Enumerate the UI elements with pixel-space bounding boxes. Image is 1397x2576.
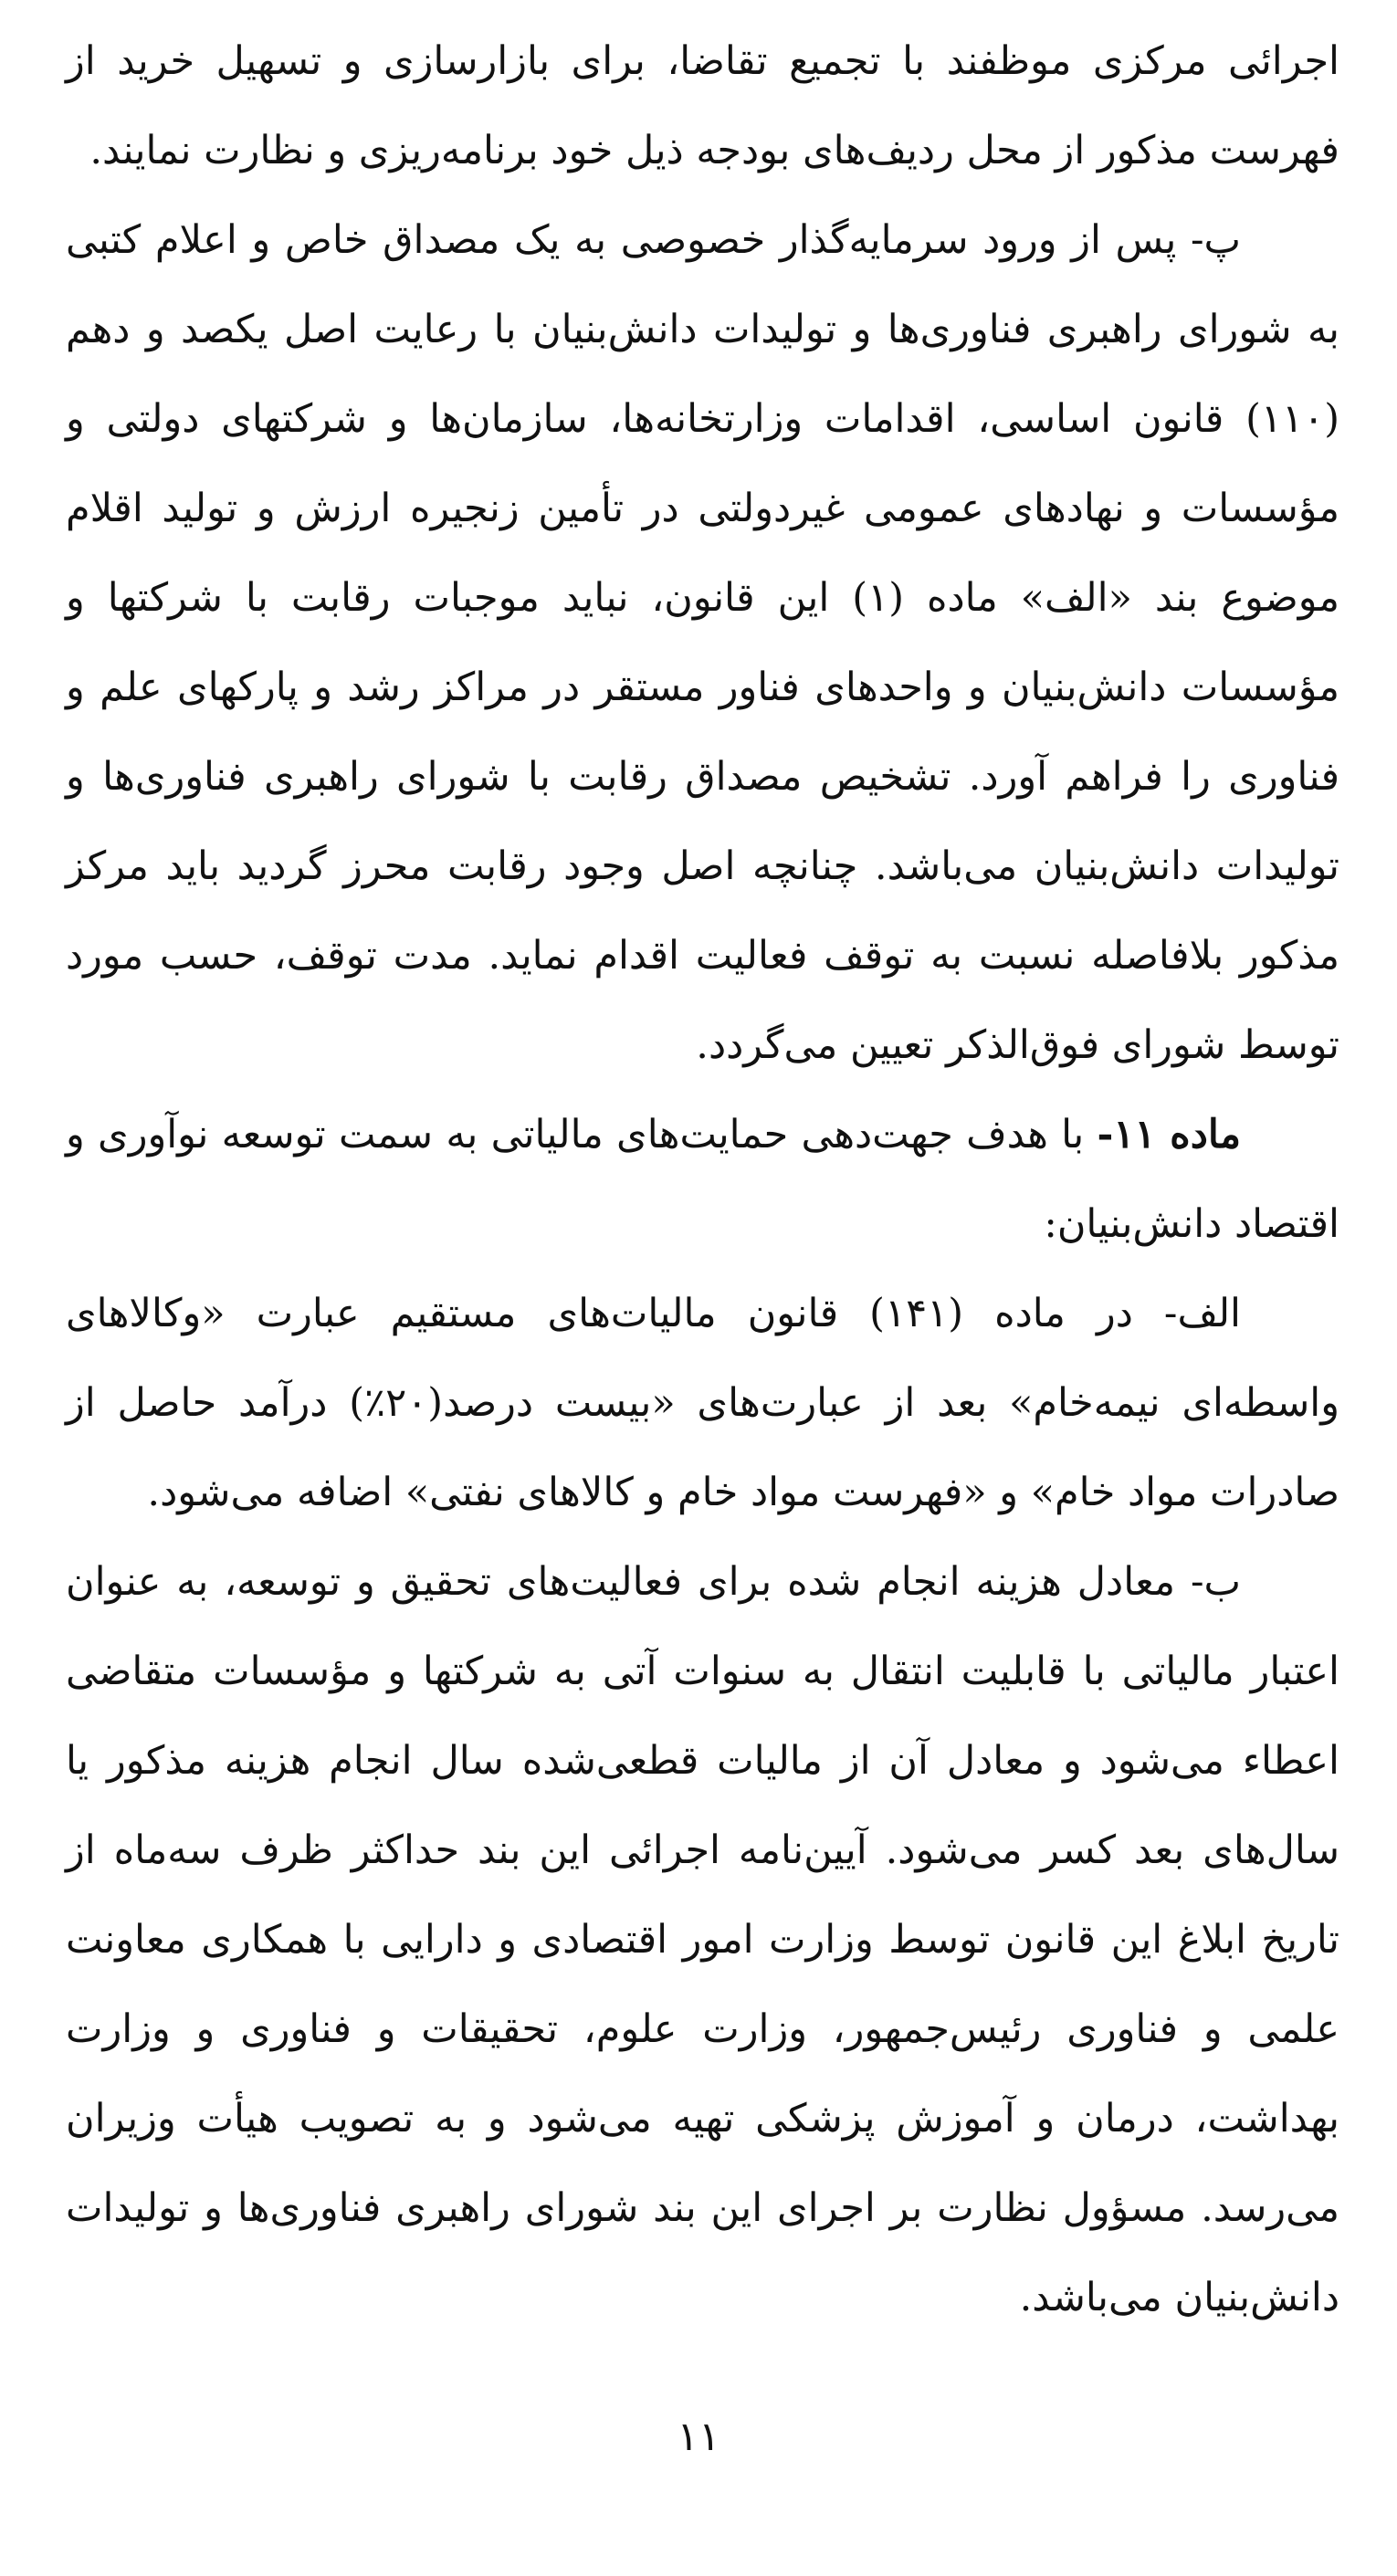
paragraph-text: الف- در ماده (۱۴۱) قانون مالیات‌های مستقیم عبارت «وکالاهای واسطه‌ای نیمه‌خام» بعد از عبارت‌های «بیست درصد(۲۰٪) درآمد حاصل از صادرات مواد خام» و «فهرست مواد خام و کالاهای نفتی» اضافه می‌شود. bbox=[66, 1291, 1340, 1515]
paragraph-clause-be bbox=[66, 1537, 1339, 2342]
paragraph-clause-alef bbox=[66, 1269, 1339, 1537]
paragraph-text: پ- پس از ورود سرمایه‌گذار خصوصی به یک مصداق خاص و اعلام کتبی به شورای راهبری فناوری‌ها و تولیدات دانش‌بنیان با رعایت اصل یکصد و دهم (۱۱۰) قانون اساسی، اقدامات وزارتخانه‌ها، سازمان‌ها و شرکتهای دولتی و مؤسسات و نهادهای عمومی غیردولتی در تأمین زنجیره ارزش و تولید اقلام موضوع بند «الف» ماده (۱) این قانون، نباید موجبات رقابت با شرکتها و مؤسسات دانش‌بنیان و واحدهای فناور مستقر در مراکز رشد و پارکهای علم و فناوری را فراهم آورد. تشخیص مصداق رقابت با شورای راهبری فناوری‌ها و تولیدات دانش‌بنیان می‌باشد. چنانچه اصل وجود رقابت محرز گردید باید مرکز مذکور بلافاصله نسبت به توقف فعالیت اقدام نماید. مدت توقف، حسب مورد توسط شورای فوق‌الذکر تعیین می‌گردد. bbox=[66, 217, 1339, 1068]
document-page bbox=[66, 16, 1339, 2342]
paragraph-continuation bbox=[66, 16, 1339, 195]
paragraph-article-11 bbox=[66, 1090, 1339, 1269]
paragraph-text: ب- معادل هزینه انجام شده برای فعالیت‌های تحقیق و توسعه، به عنوان اعتبار مالیاتی با قابلیت انتقال به سنوات آتی به شرکتها و مؤسسات متقاضی اعطاء می‌شود و معادل آن از مالیات قطعی‌شده سال انجام هزینه مذکور یا سال‌های بعد کسر می‌شود. آیین‌نامه اجرائی این بند حداکثر ظرف سه‌ماه از تاریخ ابلاغ این قانون توسط وزارت امور اقتصادی و دارایی با همکاری معاونت علمی و فناوری رئیس‌جمهور، وزارت علوم، تحقیقات و فناوری و وزارت بهداشت، درمان و آموزش پزشکی تهیه می‌شود و به تصویب هیأت وزیران می‌رسد. مسؤول نظارت بر اجرای این بند شورای راهبری فناوری‌ها و تولیدات دانش‌بنیان می‌باشد. bbox=[66, 1559, 1339, 2320]
article-heading: ماده ۱۱- bbox=[1097, 1112, 1241, 1157]
paragraph-clause-pe bbox=[66, 195, 1339, 1090]
paragraph-text: اجرائی مرکزی موظفند با تجمیع تقاضا، برای بازارسازی و تسهیل خرید از فهرست مذکور از محل ردیف‌های بودجه ذیل خود برنامه‌ریزی و نظارت نمایند. bbox=[66, 38, 1339, 173]
paragraph-text: با هدف جهت‌دهی حمایت‌های مالیاتی به سمت توسعه نوآوری و اقتصاد دانش‌بنیان: bbox=[66, 1112, 1339, 1247]
page-number: ۱۱ bbox=[677, 2414, 720, 2460]
